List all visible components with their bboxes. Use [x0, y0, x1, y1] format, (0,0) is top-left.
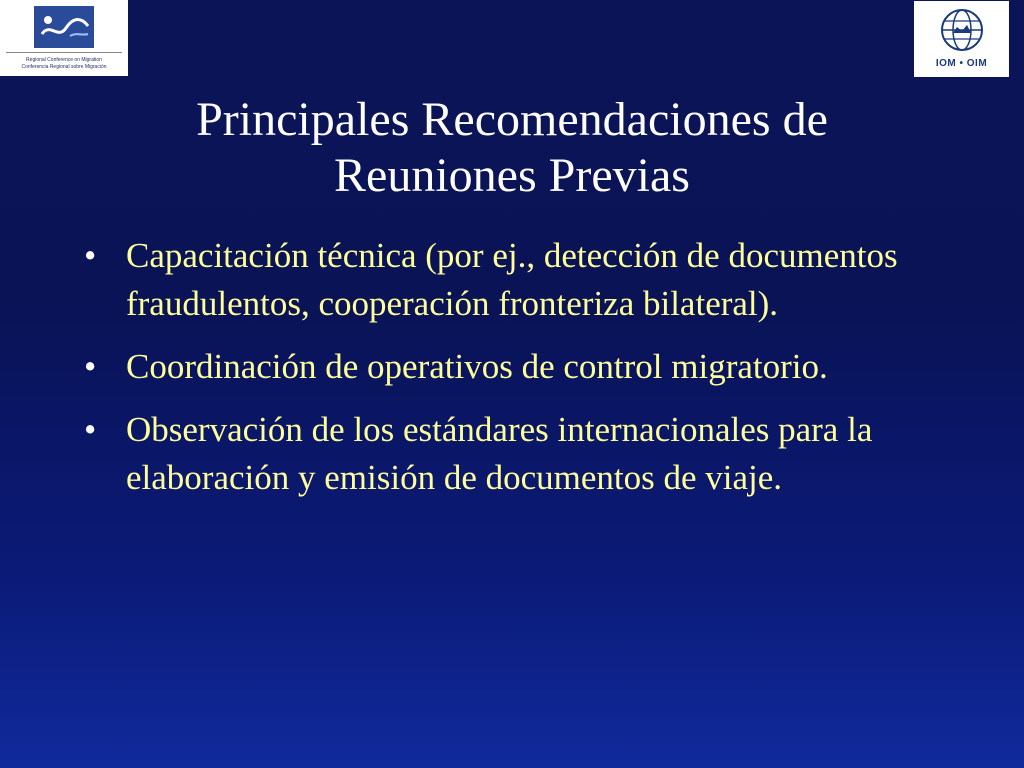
- bullet-marker: •: [84, 236, 97, 275]
- iom-caption: IOM • OIM: [935, 58, 988, 69]
- bullet-text: Observación de los estándares internacionales para la elaboración y emisión de documentos de viaje.: [126, 410, 873, 497]
- bullet-item: [82, 343, 982, 391]
- iom-logo: [914, 1, 1009, 77]
- migration-conference-icon: [34, 6, 94, 48]
- rcm-caption-english: Regional Conference on Migration: [26, 57, 102, 63]
- rcm-caption-spanish: Conferencia Regional sobre Migración: [21, 64, 107, 70]
- bullet-item: [82, 232, 982, 328]
- bullet-item: [82, 406, 982, 502]
- slide-title-line-2: Reuniones Previas: [334, 149, 690, 202]
- bullet-text: Capacitación técnica (por ej., detección de documentos fraudulentos, cooperación fronteriza bilateral).: [126, 236, 898, 323]
- slide-title-line-1: Principales Recomendaciones de: [196, 93, 828, 146]
- bullet-list: [82, 232, 982, 517]
- rcm-logo: [0, 0, 128, 76]
- bullet-marker: •: [84, 347, 97, 386]
- iom-globe-icon: [939, 7, 985, 53]
- logo-divider: [6, 52, 122, 53]
- slide-title: [80, 92, 944, 204]
- bullet-text: Coordinación de operativos de control migratorio.: [126, 347, 828, 386]
- bullet-marker: •: [84, 410, 97, 449]
